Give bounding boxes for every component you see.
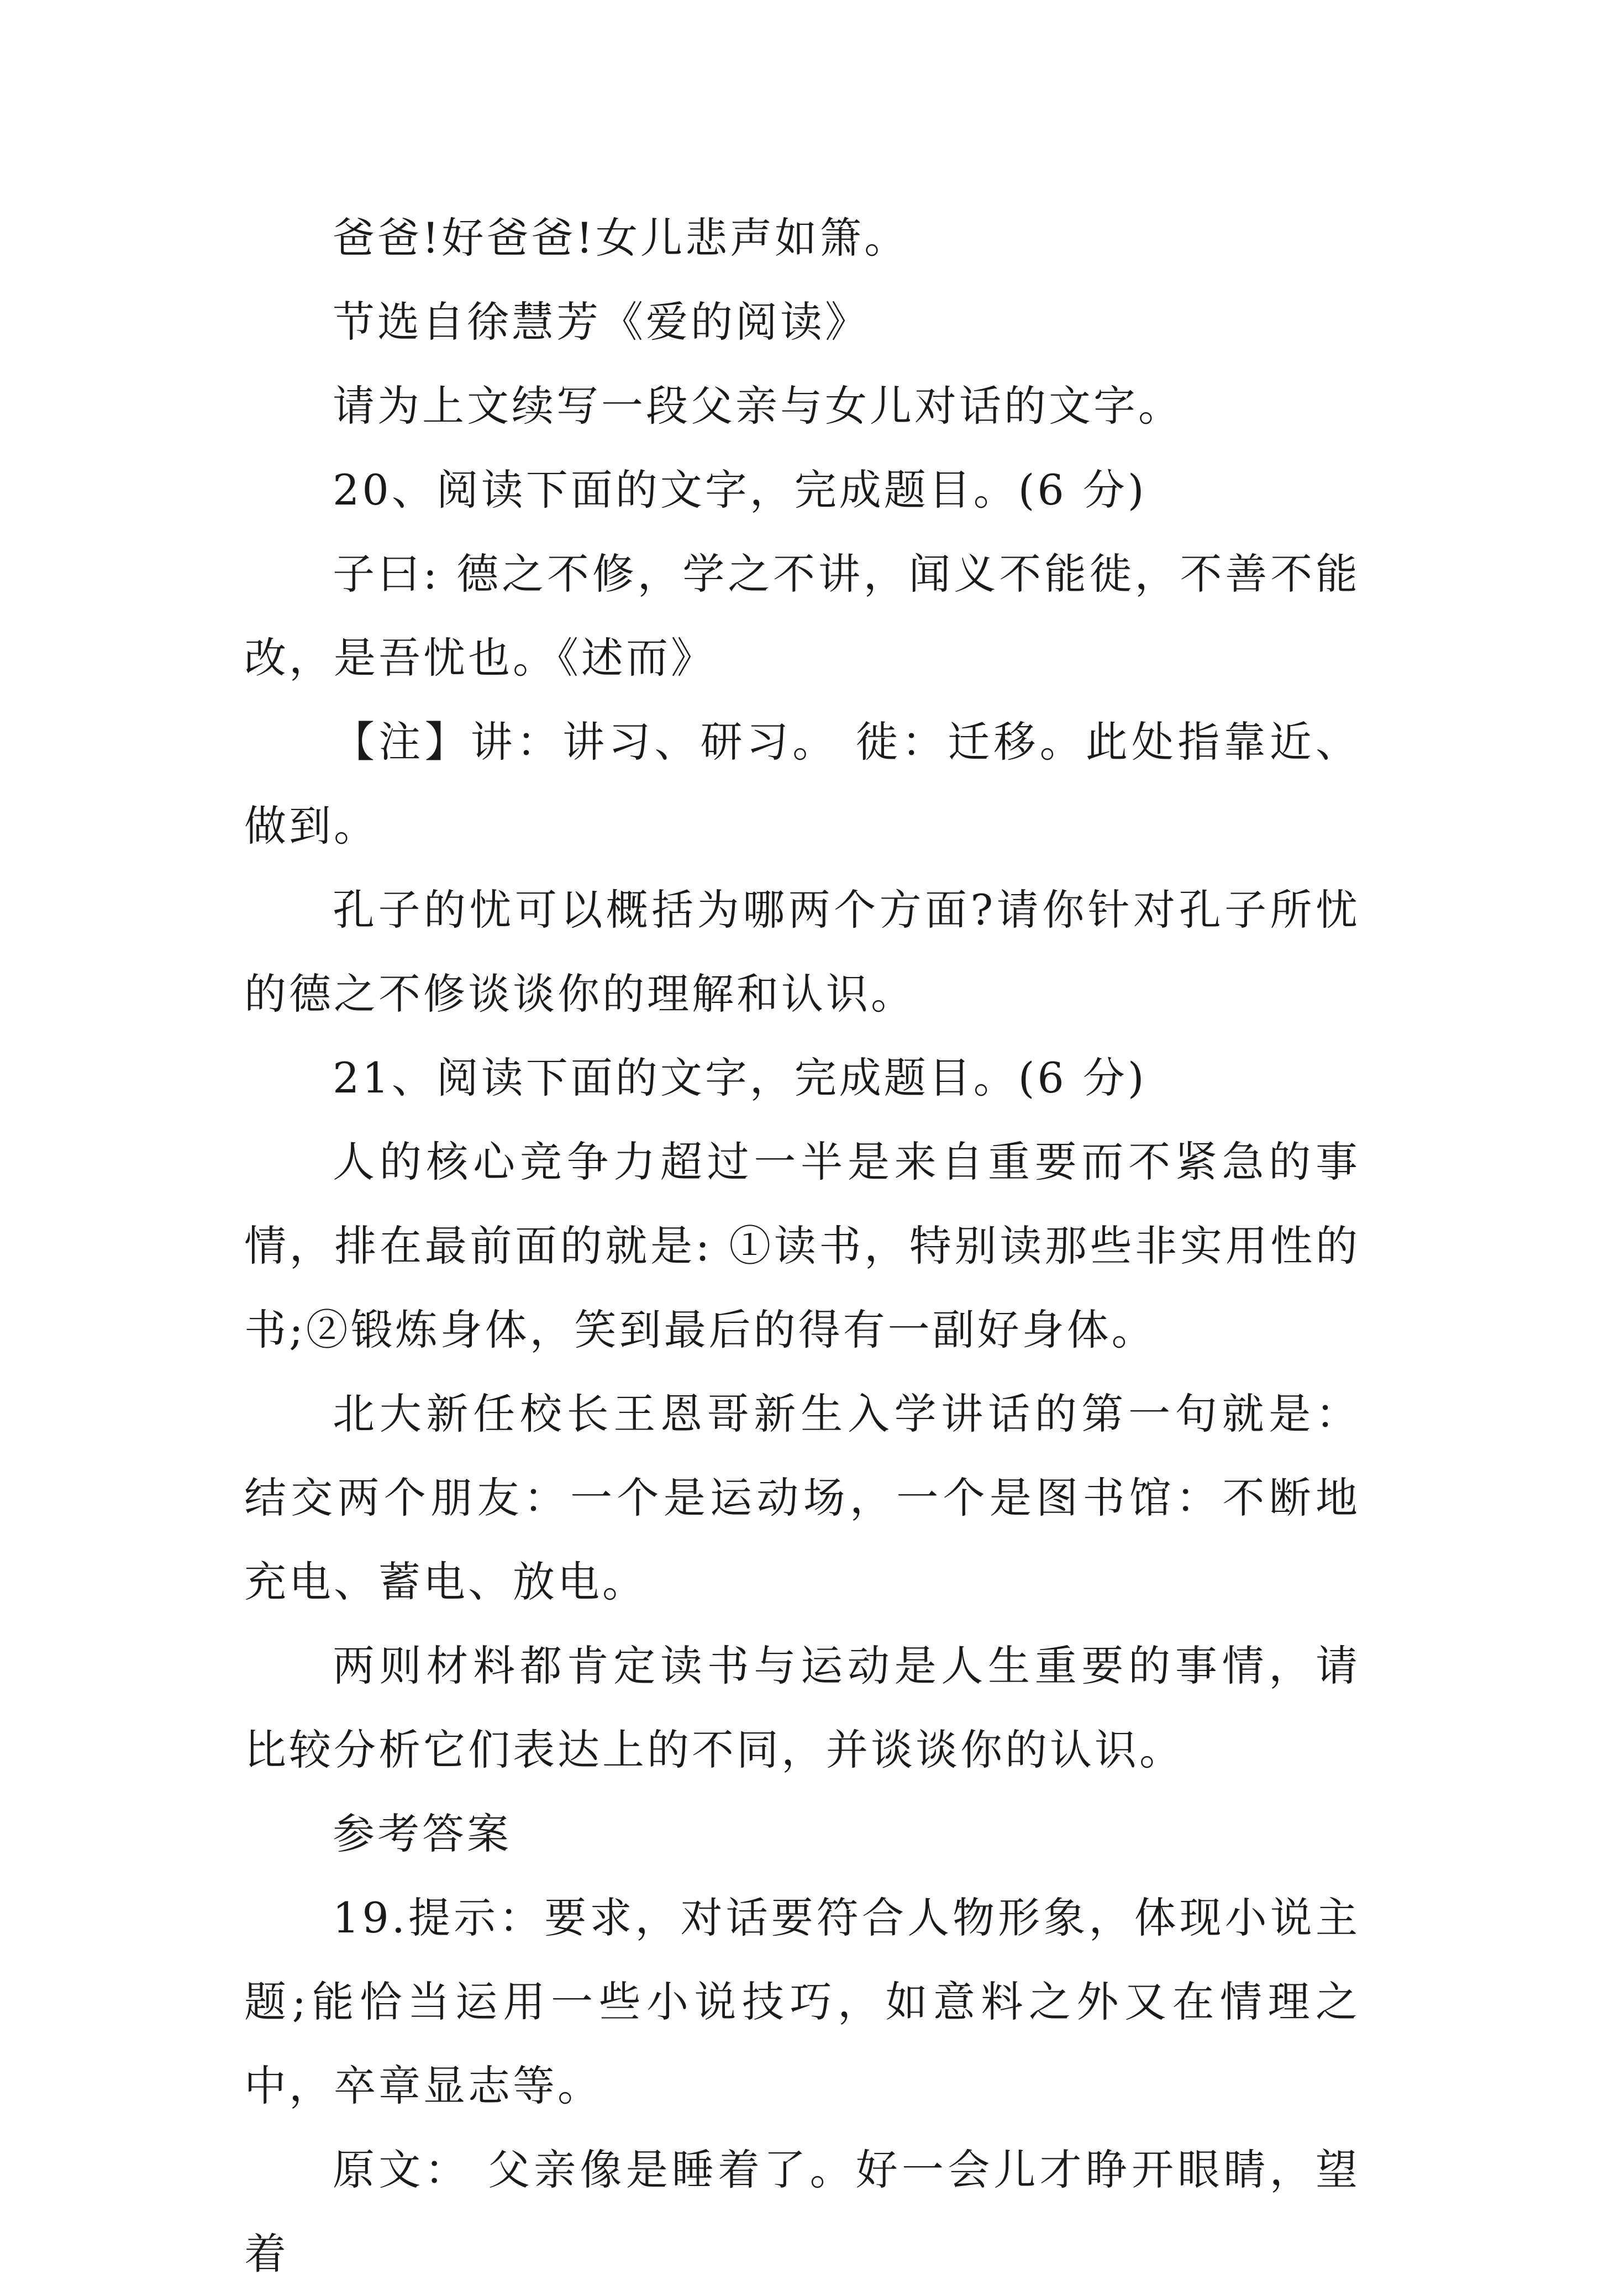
paragraph-confucius-quote: 子曰: 德之不修，学之不讲，闻义不能徙，不善不能改，是吾忧也。《述而》	[244, 549, 1360, 682]
paragraph-annotation: 【注】讲：讲习、研习。 徙：迁移。此处指靠近、做到。	[244, 717, 1360, 850]
paragraph-answer-19: 19.提示：要求，对话要符合人物形象，体现小说主题;能恰当运用一些小说技巧，如意料之外又在情理之中，卒章显志等。	[244, 1893, 1360, 2110]
paragraph-answers-heading: 参考答案	[333, 1809, 512, 1858]
paragraph-dialogue: 爸爸!好爸爸!女儿悲声如箫。	[333, 213, 909, 262]
paragraph-q21-heading: 21、阅读下面的文字，完成题目。(6 分)	[333, 1053, 1147, 1102]
document-body	[244, 196, 1360, 2296]
paragraph-original-text: 原文： 父亲像是睡着了。好一会儿才睁开眼睛，望着	[244, 2145, 1360, 2278]
paragraph-source: 节选自徐慧芳《爱的阅读》	[333, 297, 870, 346]
paragraph-q21-prompt: 两则材料都肯定读书与运动是人生重要的事情，请比较分析它们表达上的不同，并谈谈你的认识。	[244, 1641, 1360, 1774]
paragraph-q20-heading: 20、阅读下面的文字，完成题目。(6 分)	[333, 465, 1147, 514]
paragraph-material-two: 北大新任校长王恩哥新生入学讲话的第一句就是：结交两个朋友：一个是运动场，一个是图书馆：不断地充电、蓄电、放电。	[244, 1389, 1360, 1606]
paragraph-q20-prompt: 孔子的忧可以概括为哪两个方面?请你针对孔子所忧的德之不修谈谈你的理解和认识。	[244, 885, 1360, 1018]
paragraph-material-one: 人的核心竞争力超过一半是来自重要而不紧急的事情，排在最前面的就是: ①读书，特别读那些非实用性的书;②锻炼身体，笑到最后的得有一副好身体。	[244, 1137, 1360, 1354]
paragraph-q19-prompt: 请为上文续写一段父亲与女儿对话的文字。	[333, 381, 1183, 430]
